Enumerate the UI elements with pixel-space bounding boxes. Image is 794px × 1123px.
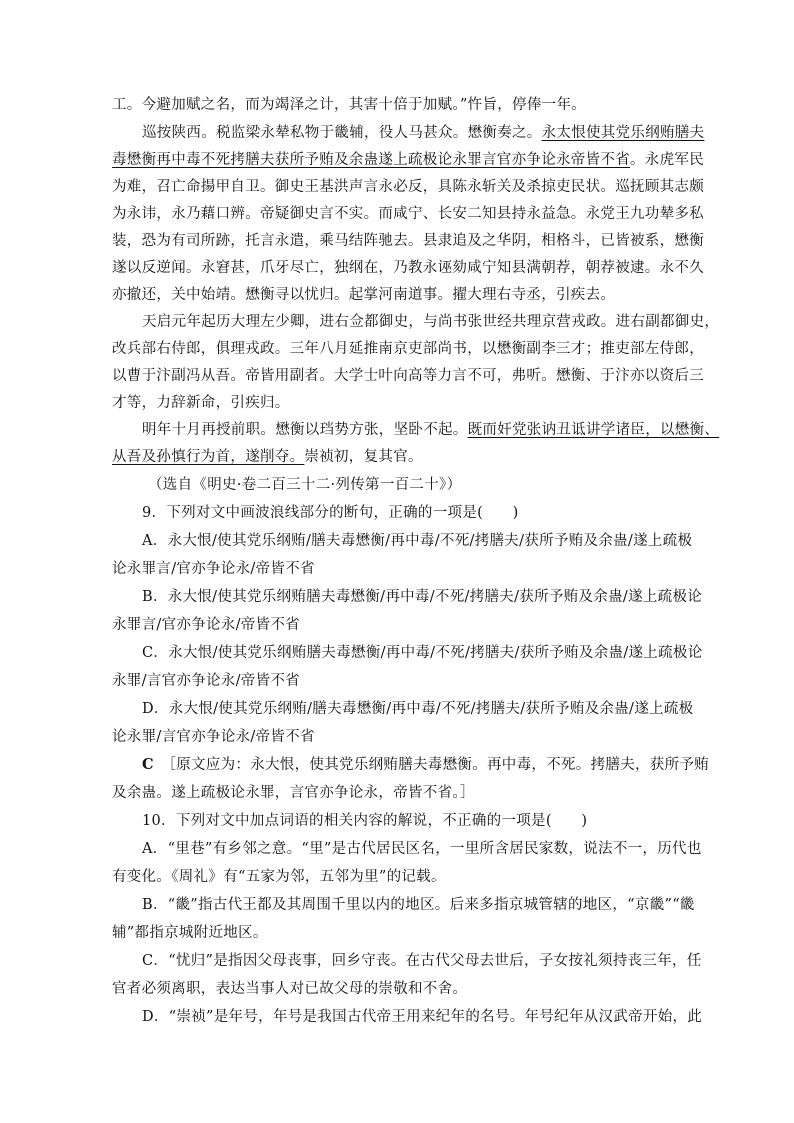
text-line: 巡按陕西。税监梁永辇私物于畿辅，役人马甚众。懋衡奏之。永太恨使其党乐纲贿膳夫 [142, 125, 705, 141]
text-line: 天启元年起历大理左少卿，进右佥都御史，与尚书张世经共理京营戎政。进右副都御史， [142, 314, 720, 330]
text-line: 毒懋衡再中毒不死拷膳夫获所予贿及余蛊遂上疏极论永罪言官亦争论永帝皆不省。永虎军民 [112, 152, 704, 168]
option-a-cont: 有变化。《周礼》有“五家为邻，五邻为里”的记载。 [112, 869, 446, 885]
text-line: 为难，召亡命揚甲自卫。御史王基洪声言永必反，具陈永斩关及杀掠吏民状。巡抚顾其志颇 [112, 179, 704, 195]
text-line: 亦撤还，关中始靖。懋衡寻以忧归。起掌河南道事。擢大理右寺丞，引疾去。 [112, 287, 616, 303]
text-line: 以曹于汴副冯从吾。帝皆用副者。大学士叶向高等力言不可，弗听。懋衡、于汴亦以资后三 [112, 368, 704, 384]
text-line: 才等，力辞新命，引疾归。 [112, 395, 290, 411]
option-d: D．“崇祯”是年号，年号是我国古代帝王用来纪年的名号。年号纪年从汉武帝开始，此 [142, 1009, 703, 1025]
option-c: C．永大恨/使其党乐纲贿膳夫毒懋衡/再中毒/不死/拷膳夫/获所予贿及余蛊/遂上疏极论 [142, 645, 703, 661]
option-a: A．“里巷”有乡邻之意。“里”是古代居民区名，一里所含居民家数，说法不一，历代也 [142, 841, 702, 857]
option-b-cont: 辅”都指京城附近地区。 [112, 925, 268, 941]
option-a-cont: 论永罪言/官亦争论永/帝皆不省 [112, 561, 315, 577]
answer-9-cont: 及余蛊。遂上疏极论永罪，言官亦争论永，帝皆不省。］ [112, 785, 475, 801]
underlined-text: 既而奸党张讷丑诋讲学诸臣，以懋衡、 [467, 422, 720, 438]
option-b-cont: 永罪言/官亦争论永/帝皆不省 [112, 617, 300, 633]
option-c-cont: 永罪/言官亦争论永/帝皆不省 [112, 673, 300, 689]
option-b: B．“畿”指古代王都及其周围千里以内的地区。后来多指京城管辖的地区，“京畿”“畿 [142, 897, 695, 913]
option-b: B．永大恨/使其党乐纲贿膳夫毒懋衡/再中毒/不死/拷膳夫/获所予贿及余蛊/遂上疏极论 [142, 589, 703, 605]
text-line: 为永讳，永乃藉口辨。帝疑御史言不实。而咸宁、长安二知县持永益急。永党王九功辇多私 [112, 206, 704, 222]
source-citation: （选自《明史·卷二百三十二·列传第一百二十》） [148, 477, 462, 493]
text-line: 从吾及孙慎行为首，遂削夺。崇祯初，复其官。 [112, 449, 423, 465]
text-line: 装，恐为有司所跡，托言永遣，乘马结阵驰去。县隶追及之华阴，相格斗，已皆被系，懋衡 [112, 233, 704, 249]
answer-9: C ［原文应为：永大恨，使其党乐纲贿膳夫毒懋衡。再中毒，不死。拷膳夫，获所予贿 [142, 756, 710, 773]
answer-letter: C [142, 756, 154, 773]
wavy-underlined-text: 毒懋衡再中毒不死拷膳夫获所予贿及余蛊遂上疏极论永罪言官亦争论永帝皆不省 [112, 152, 630, 168]
text-line: 遂以反逆闻。永窘甚，爪牙尽亡，独纲在，乃教永诬劾咸宁知县满朝荐，朝荐被逮。永不久 [112, 260, 704, 276]
question-9: 9．下列对文中画波浪线部分的断句，正确的一项是( ) [142, 505, 519, 521]
text-line: 明年十月再授前职。懋衡以珰势方张，坚卧不起。既而奸党张讷丑诋讲学诸臣，以懋衡、 [142, 422, 720, 438]
wavy-underlined-text: 永太恨使其党乐纲贿膳夫 [541, 125, 705, 141]
option-a: A．永大恨/使其党乐纲贿/膳夫毒懋衡/再中毒/不死/拷膳夫/获所予贿及余蛊/遂上疏极 [142, 533, 693, 549]
underlined-text: 从吾及孙慎行为首，遂削夺。 [112, 449, 305, 465]
text-line: 工。今避加赋之名，而为竭泽之计，其害十倍于加赋。”忤旨，停俸一年。 [112, 97, 587, 113]
option-c: C．“忧归”是指因父母丧事，回乡守丧。在古代父母去世后，子女按礼须持丧三年，任 [142, 953, 702, 969]
question-10: 10．下列对文中加点词语的相关内容的解说，不正确的一项是( ) [142, 813, 588, 829]
option-d-cont: 论永罪/言官亦争论永/帝皆不省 [112, 729, 315, 745]
text-line: 改兵部右侍郎，俱理戎政。三年八月延推南京吏部尚书，以懋衡副李三才；推吏部左侍郎， [112, 341, 704, 357]
option-d: D．永大恨/使其党乐纲贿/膳夫毒懋衡/再中毒/不死/拷膳夫/获所予贿及余蛊/遂上疏极 [142, 701, 694, 717]
option-c-cont: 官者必须离职，表达当事人对已故父母的崇敬和不舍。 [112, 981, 468, 997]
